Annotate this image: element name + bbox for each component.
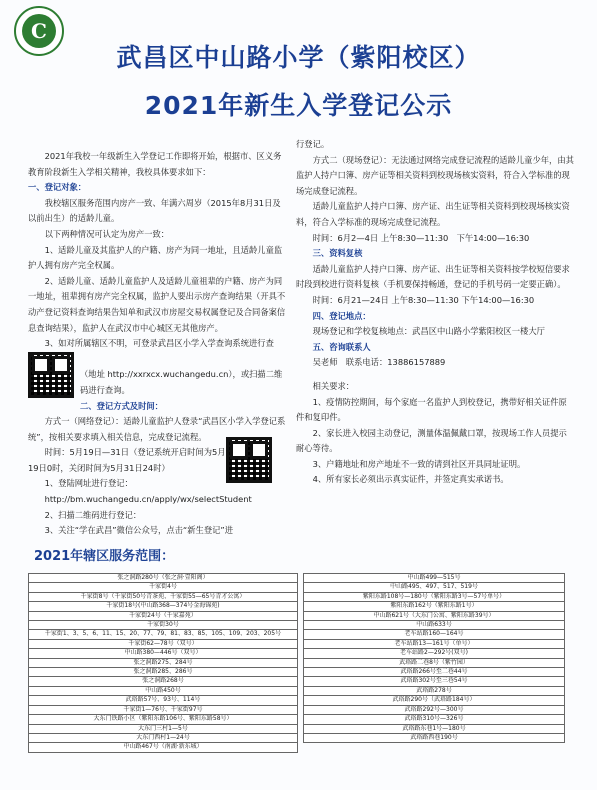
address-cell: 武珞路266号至二巷44号 bbox=[304, 668, 565, 677]
table-row bbox=[304, 602, 565, 611]
table-row bbox=[304, 621, 565, 630]
query-address: （地址 http://xxrxcx.wuchangedu.cn），或扫描二维码进行查询。 bbox=[80, 369, 283, 395]
section-contact: 五、咨询联系人 bbox=[312, 341, 371, 352]
address-cell: 大东门三村1—5号 bbox=[29, 724, 298, 733]
address-cell: 武珞路302号至三巷54号 bbox=[304, 677, 565, 686]
address-cell: 中山路499—515号 bbox=[304, 574, 565, 583]
table-row bbox=[29, 724, 298, 733]
paragraph: 我校辖区服务范围内房产一致、年满六周岁（2015年8月31日及以前出生）的适龄儿童。 bbox=[28, 197, 281, 224]
page-title: 武昌区中山路小学（紫阳校区） bbox=[116, 43, 481, 72]
onsite-time: 时间：6月2—4日 上午8:30—11:30 下午14:00—16:30 bbox=[312, 232, 530, 243]
table-row bbox=[29, 677, 298, 686]
address-cell: 千家街18号(中山路368—374号金海锦苑) bbox=[29, 602, 298, 611]
address-cell: 张之洞路268号 bbox=[29, 677, 298, 686]
table-row bbox=[29, 639, 298, 648]
requirement-item: 1、疫情防控期间，每个家庭一名监护人到校登记，携带好相关证件原件和复印件。 bbox=[296, 396, 567, 423]
section-registration-target: 一、登记对象： bbox=[28, 182, 87, 193]
address-cell: 千家街8号（千家街50号青茶苑、千家街55—65号青才公寓） bbox=[29, 592, 298, 601]
table-row bbox=[29, 658, 298, 667]
address-cell: 武珞路东巷1号—180号 bbox=[304, 724, 565, 733]
table-row bbox=[304, 733, 565, 742]
table-row bbox=[304, 574, 565, 583]
service-range-table-right bbox=[303, 573, 565, 743]
table-row bbox=[304, 724, 565, 733]
table-row bbox=[304, 715, 565, 724]
right-column bbox=[296, 137, 574, 488]
address-cell: 千家街1—76号、千家街97号 bbox=[29, 705, 298, 714]
address-cell: 老车站路160—164号 bbox=[304, 630, 565, 639]
address-cell: 大东门西村1—24号 bbox=[29, 733, 298, 742]
paragraph: 1、适龄儿童及其监护人的户籍、房产为同一地址，且适龄儿童监护人拥有房产完全权属。 bbox=[28, 244, 283, 271]
contact-info: 吴老师 联系电话：13886157889 bbox=[312, 357, 446, 368]
address-cell: 千家街24号（千家嘉苑） bbox=[29, 611, 298, 620]
paragraph: 现场登记和学校复核地点：武昌区中山路小学紫阳校区一楼大厅 bbox=[312, 326, 545, 337]
table-row bbox=[29, 696, 298, 705]
school-logo-mark: C bbox=[22, 14, 56, 48]
requirements-heading: 相关要求： bbox=[312, 380, 355, 391]
address-cell: 武珞路278号 bbox=[304, 686, 565, 695]
address-cell: 武珞路西巷190号 bbox=[304, 733, 565, 742]
paragraph: 适龄儿童监护人持户口簿、房产证、出生证等相关资料按学校短信要求时段到校进行资料复核（手机要保持畅通，登记的手机号码一定要正确）。 bbox=[296, 263, 570, 290]
address-cell: 中山路621号（大东门公寓、紫阳东路39号） bbox=[304, 611, 565, 620]
address-cell: 紫阳东路162号（紫阳东路1号） bbox=[304, 602, 565, 611]
query-qr-code[interactable] bbox=[28, 352, 74, 398]
table-row bbox=[304, 592, 565, 601]
address-cell: 大东门铁路小区（紫阳东路106号、紫阳东路58号） bbox=[29, 715, 298, 724]
requirement-item: 2、家长进入校园主动登记，测量体温佩戴口罩，按现场工作人员提示耐心等待。 bbox=[296, 427, 567, 454]
table-row bbox=[304, 668, 565, 677]
paragraph: 以下两种情况可认定为房产一致： bbox=[44, 228, 170, 239]
section-location: 四、登记地点： bbox=[312, 310, 371, 321]
table-row bbox=[29, 621, 298, 630]
address-cell: 张之洞路280号（张之洞·壹阳阁） bbox=[29, 574, 298, 583]
table-row bbox=[304, 686, 565, 695]
requirement-item: 3、户籍地址和房产地址不一致的请到社区开具同址证明。 bbox=[312, 458, 526, 469]
review-time: 时间：6月21—24日 上午8:30—11:30 下午14:00—16:30 bbox=[312, 294, 535, 305]
paragraph: 2、适龄儿童、适龄儿童监护人及适龄儿童祖辈的户籍、房产为同一地址，祖辈拥有房产完全权属，监护人要出示房产查询结果（开具不动产登记资料查询结果告知单和武汉市房屋交易权属登记及合同备案信息查询结果），监护人在武汉市中心城区无其他房产。 bbox=[28, 275, 286, 333]
address-cell: 中山路495、497、517、519号 bbox=[304, 583, 565, 592]
intro-paragraph: 2021年我校一年级新生入学登记工作即将开始，根据市、区义务教育阶段新生入学相关精神，我校具体要求如下： bbox=[28, 151, 282, 177]
address-cell: 千家街4号 bbox=[29, 583, 298, 592]
address-cell: 老车站路2—292号(双号) bbox=[304, 649, 565, 658]
table-row bbox=[304, 658, 565, 667]
address-cell: 老车站路13—161号（单号） bbox=[304, 639, 565, 648]
table-row bbox=[29, 583, 298, 592]
paragraph: 方式一（网络登记）：适龄儿童监护人登录“武昌区小学入学登记系统”，按相关要求填入相关信息，完成登记流程。 bbox=[28, 416, 286, 442]
table-row bbox=[304, 649, 565, 658]
address-cell: 武珞路310号—326号 bbox=[304, 715, 565, 724]
section-registration-method: 二、登记方式及时间： bbox=[80, 400, 163, 411]
registration-url[interactable]: http://bm.wuchangedu.cn/apply/wx/selectStudent bbox=[44, 494, 252, 505]
paragraph: 3、如对所属辖区不明，可登录武昌区小学入学查询系统进行查 bbox=[44, 338, 274, 349]
table-row bbox=[304, 705, 565, 714]
service-range-title: 2021年辖区服务范围： bbox=[34, 549, 175, 564]
table-row bbox=[29, 630, 298, 639]
address-cell: 张之洞路285、286号 bbox=[29, 668, 298, 677]
paragraph: 3、关注“学在武昌”微信公众号，点击“新生登记”进 bbox=[44, 525, 234, 536]
online-registration-time: 时间：5月19日—31日（登记系统开启时间为5月19日0时，关闭时间为5月31日24时） bbox=[28, 447, 226, 473]
address-cell: 中山路633号 bbox=[304, 621, 565, 630]
table-row bbox=[29, 611, 298, 620]
table-row bbox=[304, 677, 565, 686]
paragraph: 方式二（现场登记）：无法通过网络完成登记流程的适龄儿童少年，由其监护人持户口簿、房产证等相关资料到校现场核实资料，符合入学标准的现场完成登记流程。 bbox=[296, 154, 574, 196]
address-cell: 武珞路290号（武珞路184号） bbox=[304, 696, 565, 705]
address-cell: 中山路450号 bbox=[29, 686, 298, 695]
table-row bbox=[29, 668, 298, 677]
table-row bbox=[29, 649, 298, 658]
address-cell: 武珞路57号、93号、114号 bbox=[29, 696, 298, 705]
table-row bbox=[29, 574, 298, 583]
address-cell: 中山路380—446号（双号） bbox=[29, 649, 298, 658]
registration-qr-code[interactable] bbox=[226, 437, 272, 483]
section-review: 三、资料复核 bbox=[312, 248, 363, 259]
table-row bbox=[304, 583, 565, 592]
address-cell: 千家街1、3、5、6、11、15、20、77、79、81、83、85、105、109、203、205号 bbox=[29, 630, 298, 639]
table-row bbox=[304, 630, 565, 639]
address-cell: 武珞路292号—300号 bbox=[304, 705, 565, 714]
page-subtitle: 2021年新生入学登记公示 bbox=[144, 91, 453, 120]
table-row bbox=[304, 611, 565, 620]
table-row bbox=[29, 602, 298, 611]
address-cell: 紫阳东路108号—180号（紫阳东路3号—57号单号） bbox=[304, 592, 565, 601]
table-row bbox=[29, 743, 298, 752]
table-row bbox=[304, 639, 565, 648]
paragraph: 2、扫描二维码进行登记： bbox=[44, 509, 142, 520]
table-row bbox=[29, 686, 298, 695]
table-row bbox=[29, 705, 298, 714]
address-cell: 中山路467号（南湖·新东城） bbox=[29, 743, 298, 752]
paragraph: 行登记。 bbox=[296, 139, 330, 149]
address-cell: 千家街62—78号（双号） bbox=[29, 639, 298, 648]
address-cell: 张之洞路275、284号 bbox=[29, 658, 298, 667]
paragraph: 适龄儿童监护人持户口簿、房产证、出生证等相关资料到校现场核实资料，符合入学标准的现场完成登记流程。 bbox=[296, 201, 570, 227]
table-row bbox=[304, 696, 565, 705]
address-cell: 千家街30号 bbox=[29, 621, 298, 630]
table-row bbox=[29, 715, 298, 724]
paragraph: 1、登陆网址进行登记： bbox=[44, 478, 133, 489]
address-cell: 武珞路二巷8号（紫竹园） bbox=[304, 658, 565, 667]
service-range-table-left bbox=[28, 573, 298, 753]
table-row bbox=[29, 592, 298, 601]
requirement-item: 4、所有家长必须出示真实证件，并签定真实承诺书。 bbox=[312, 474, 509, 485]
table-row bbox=[29, 733, 298, 742]
